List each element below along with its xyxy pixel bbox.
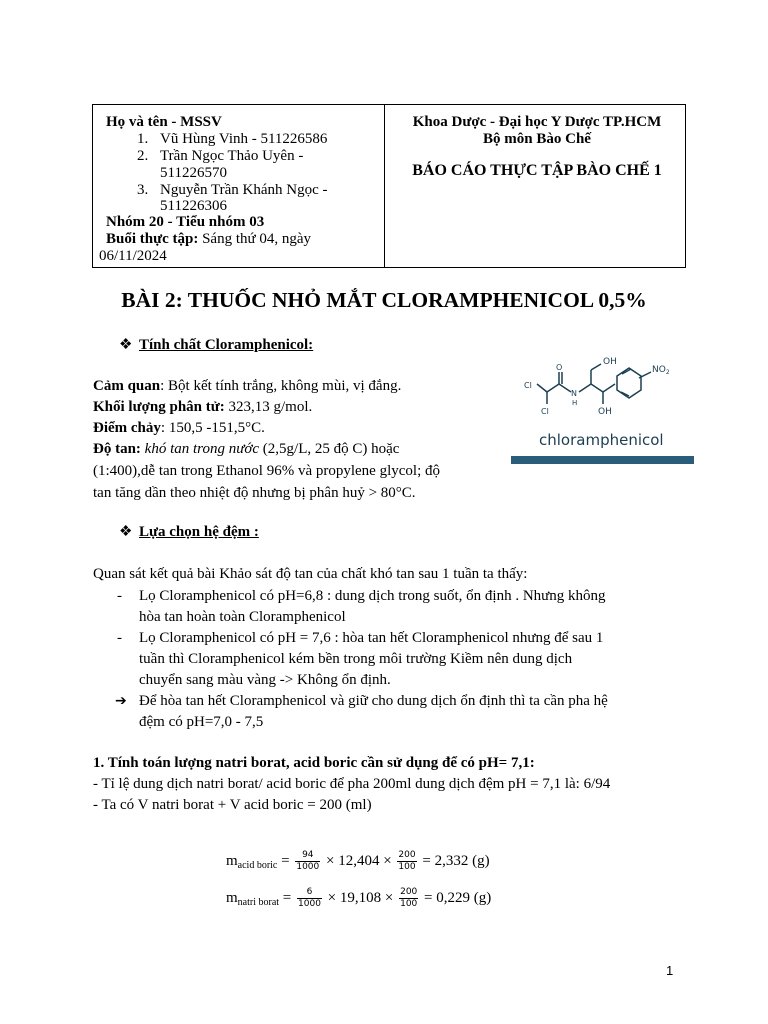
formula-2-f1-num: 6 xyxy=(297,887,322,899)
calc-line-1: - Tỉ lệ dung dịch natri borat/ acid boric để pha 200ml dung dịch đệm pH = 7,1 là: 6/94 xyxy=(93,776,611,792)
buffer-item-2-line-2: tuần thì Cloramphenicol kém bền trong môi trường Kiềm nên dung dịch xyxy=(139,651,573,667)
session-date: 06/11/2024 xyxy=(99,248,167,264)
chloramphenicol-structure-image xyxy=(511,348,694,464)
session-value: Sáng thứ 04, ngày xyxy=(198,231,312,247)
formula-2-fraction-2 xyxy=(399,887,418,910)
bullet-icon: ❖ xyxy=(119,524,133,540)
cl1-label: Cl xyxy=(524,381,532,390)
mp-label: Điểm chảy xyxy=(93,420,161,436)
h-label: H xyxy=(572,399,578,407)
session-label: Buổi thực tập: xyxy=(106,231,199,247)
member-2-num: 2. xyxy=(137,148,149,164)
formula-2-sub: natri borat xyxy=(237,896,280,908)
mw-value: 323,13 g/mol. xyxy=(224,399,313,415)
sensory-value: : Bột kết tính trắng, không mùi, vị đắng. xyxy=(160,378,402,394)
mw-line xyxy=(93,398,312,416)
formula-1-eq: = xyxy=(277,852,294,869)
solubility-line-1 xyxy=(93,440,399,458)
oh-top-label: OH xyxy=(603,357,617,367)
formula-1-fraction-2 xyxy=(397,850,416,873)
mw-label: Khối lượng phân tử: xyxy=(93,399,225,415)
formula-2-m: m xyxy=(226,889,238,906)
oh-bottom-label: OH xyxy=(598,407,612,417)
buffer-heading: Lựa chọn hệ đệm : xyxy=(139,524,259,540)
dash-icon: - xyxy=(117,588,122,604)
buffer-item-2-line-1: Lọ Cloramphenicol có pH = 7,6 : hòa tan hết Cloramphenicol nhưng để sau 1 xyxy=(139,630,604,646)
n-label: N xyxy=(571,389,577,398)
page-number: 1 xyxy=(666,963,674,978)
formula-1-mid: × 12,404 × xyxy=(322,852,396,869)
buffer-item-1-line-2: hòa tan hoàn toàn Cloramphenicol xyxy=(139,609,346,625)
department: Bộ môn Bào Chế xyxy=(483,131,591,147)
formula-1-f1-den: 1000 xyxy=(296,862,320,872)
structure-svg xyxy=(511,348,694,464)
group-label: Nhóm 20 - Tiểu nhóm 03 xyxy=(106,214,265,230)
formula-1-fraction-1 xyxy=(295,850,320,873)
molecule-name: chloramphenicol xyxy=(539,431,664,449)
solubility-line-3: tan tăng dần theo nhiệt độ nhưng bị phân huỷ > 80°C. xyxy=(93,485,416,501)
formula-2-mid: × 19,108 × xyxy=(323,889,398,906)
formula-1-m: m xyxy=(226,852,238,869)
buffer-conclusion-line-2: đệm có pH=7,0 - 7,5 xyxy=(139,714,264,730)
bullet-icon: ❖ xyxy=(119,337,133,353)
mp-line xyxy=(93,419,265,437)
report-title: BÁO CÁO THỰC TẬP BÀO CHẾ 1 xyxy=(412,162,662,179)
member-1: Vũ Hùng Vinh - 511226586 xyxy=(160,131,328,147)
session-line xyxy=(106,230,311,248)
formula-1-sub: acid boric xyxy=(237,859,278,871)
buffer-conclusion-line-1: Để hòa tan hết Cloramphenicol và giữ cho dung dịch ổn định thì ta cần pha hệ xyxy=(139,693,608,709)
formula-2-result: = 0,229 (g) xyxy=(420,889,492,906)
formula-acid-boric xyxy=(226,850,490,875)
no2-sub: 2 xyxy=(665,369,670,376)
formula-natri-borat xyxy=(226,887,491,912)
formula-2-fraction-1 xyxy=(297,887,322,910)
member-3-line-1: Nguyễn Trần Khánh Ngọc - xyxy=(160,182,328,198)
formula-1-result: = 2,332 (g) xyxy=(418,852,490,869)
solubility-rest: (2,5g/L, 25 độ C) hoặc xyxy=(259,441,400,457)
member-1-num: 1. xyxy=(137,131,149,147)
o-label: O xyxy=(556,363,563,372)
formula-2-f2-num: 200 xyxy=(400,887,418,897)
member-2-line-1: Trần Ngọc Thảo Uyên - xyxy=(160,148,304,164)
arrow-right-icon: ➔ xyxy=(115,693,127,709)
header-divider xyxy=(384,105,385,267)
sensory-label: Cảm quan xyxy=(93,378,161,394)
no2-text: NO xyxy=(652,365,666,375)
solubility-italic: khó tan trong nước xyxy=(140,441,260,457)
dash-icon: - xyxy=(117,630,122,646)
buffer-item-2-line-3: chuyển sang màu vàng -> Không ổn định. xyxy=(139,672,391,688)
member-3-line-2: 511226306 xyxy=(160,198,227,214)
cl2-label: Cl xyxy=(541,407,549,416)
member-3-num: 3. xyxy=(137,182,149,198)
solubility-label: Độ tan: xyxy=(93,441,141,457)
formula-1-f1-num: 94 xyxy=(295,850,320,862)
formula-2-eq: = xyxy=(279,889,296,906)
formula-2-f1-den: 1000 xyxy=(298,899,321,909)
sensory-line xyxy=(93,377,401,395)
member-2-line-2: 511226570 xyxy=(160,165,227,181)
solubility-line-2: (1:400),dễ tan trong Ethanol 96% và propylene glycol; độ xyxy=(93,463,440,479)
properties-heading: Tính chất Cloramphenicol: xyxy=(139,337,314,353)
faculty: Khoa Dược - Đại học Y Dược TP.HCM xyxy=(412,114,662,130)
calc-line-2: - Ta có V natri borat + V acid boric = 200 (ml) xyxy=(93,797,372,813)
buffer-intro: Quan sát kết quả bài Khảo sát độ tan của chất khó tan sau 1 tuần ta thấy: xyxy=(93,566,528,582)
calc-heading: 1. Tính toán lượng natri borat, acid boric cần sử dụng để có pH= 7,1: xyxy=(93,755,535,771)
mp-value: : 150,5 -151,5°C. xyxy=(160,420,265,436)
formula-1-f2-num: 200 xyxy=(398,850,416,860)
formula-2-f2-den: 100 xyxy=(400,899,418,909)
no2-label xyxy=(652,365,670,376)
buffer-item-1-line-1: Lọ Cloramphenicol có pH=6,8 : dung dịch trong suốt, ổn định . Nhưng không xyxy=(139,588,606,604)
members-label: Họ và tên - MSSV xyxy=(106,114,222,130)
page-title: BÀI 2: THUỐC NHỎ MẮT CLORAMPHENICOL 0,5% xyxy=(121,288,647,312)
formula-1-f2-den: 100 xyxy=(398,862,416,872)
